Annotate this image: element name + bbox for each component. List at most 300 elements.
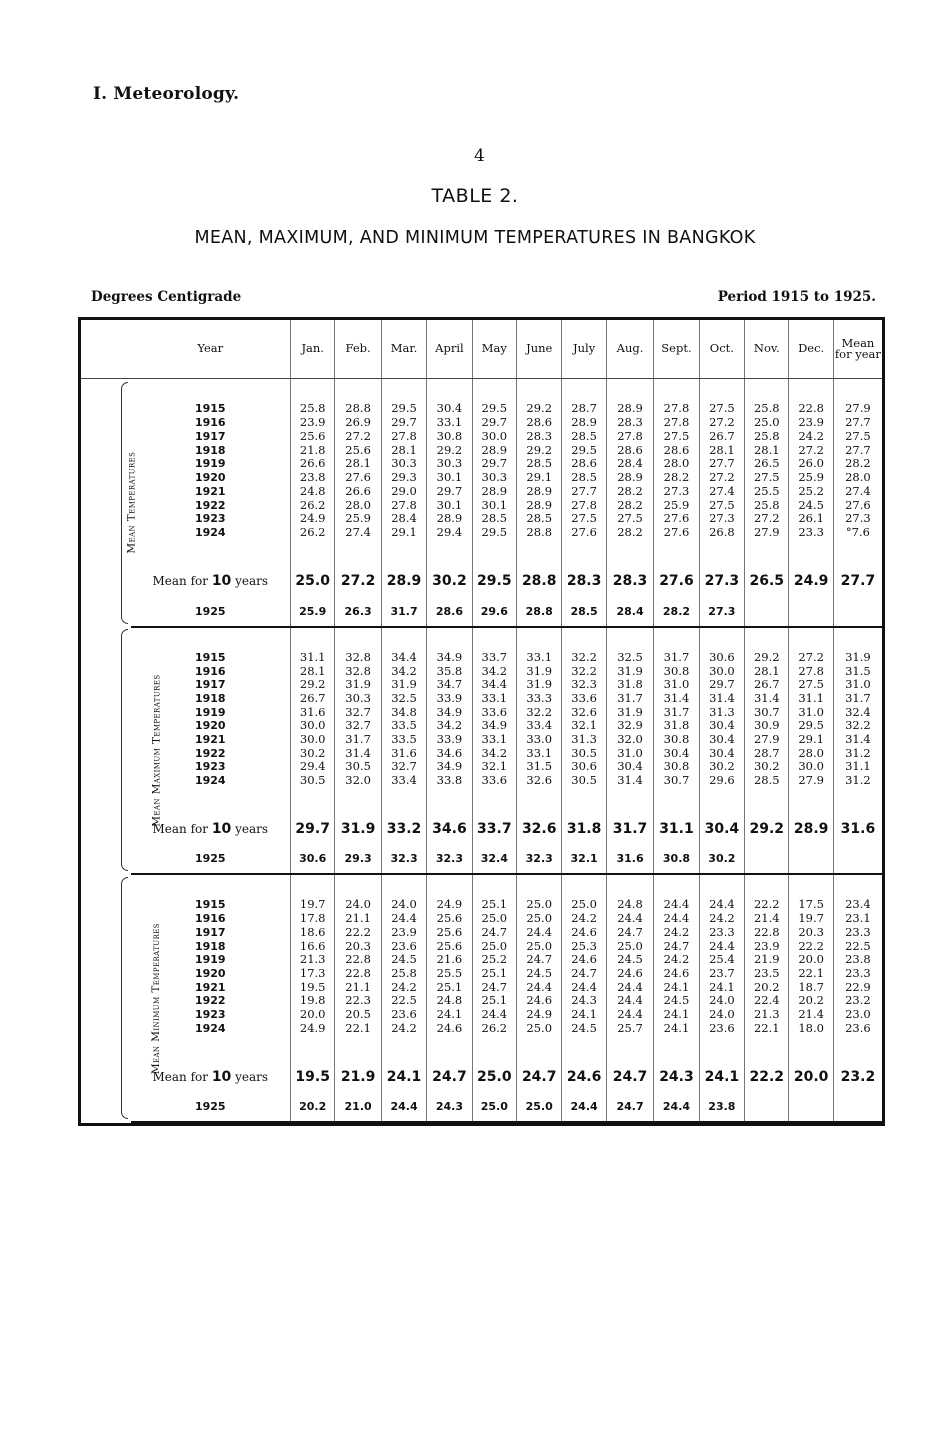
year-mean-cell: 32.2 [833,719,882,733]
spacer-cell [291,539,335,567]
mean-label-number: 10 [211,821,232,838]
month-value-cell: 33.8 [427,774,472,788]
month-value-cell: 18.7 [789,980,833,994]
month-value-cell: 33.1 [517,746,562,760]
mean-10-value-cell: 28.3 [562,567,606,597]
spacer-cell [699,627,744,651]
spacer-cell [699,874,744,898]
year-1925-value-cell: 32.4 [472,844,516,874]
mean-10-value-cell: 29.5 [472,567,516,597]
month-value-cell: 33.1 [517,651,562,665]
month-value-cell: 33.6 [562,692,606,706]
month-value-cell: 24.2 [654,926,699,940]
spacer-row [81,1035,882,1062]
month-value-cell: 29.3 [381,471,426,485]
month-value-cell: 30.0 [291,719,335,733]
year-mean-cell: 23.3 [833,926,882,940]
mean-10-value-cell: 34.6 [427,815,472,845]
month-value-cell: 30.8 [427,429,472,443]
month-value-cell: 33.6 [472,705,516,719]
spacer-cell [381,787,426,814]
table-row [81,980,882,994]
row-year: 1917 [194,678,226,692]
month-value-cell: 25.0 [562,898,606,912]
month-value-cell: 28.6 [606,443,653,457]
year-1925-value-cell: 29.6 [472,597,516,627]
month-value-cell: 32.0 [335,774,381,788]
month-value-cell: 29.7 [472,416,516,430]
month-value-cell: 25.5 [745,484,789,498]
period-label: Period 1915 to 1925. [717,289,876,305]
spacer-cell [335,787,381,814]
mean-10-years-row [81,567,882,597]
month-value-cell: 26.2 [291,526,335,540]
col-header-mean-for-year: Mean for year [833,320,882,379]
month-value-cell: 20.2 [745,980,789,994]
year-mean-cell: 27.7 [833,443,882,457]
month-value-cell: 33.9 [427,733,472,747]
month-value-cell: 32.9 [606,719,653,733]
month-value-cell: 23.6 [381,939,426,953]
month-value-cell: 18.6 [291,926,335,940]
month-value-cell: 21.3 [291,953,335,967]
month-value-cell: 24.7 [654,939,699,953]
month-value-cell: 27.7 [699,457,744,471]
spacer-cell [789,1035,833,1062]
col-header-month: Sept. [654,320,699,379]
month-value-cell: 22.1 [745,1021,789,1035]
row-year: 1919 [194,705,226,719]
month-value-cell: 34.4 [381,651,426,665]
month-value-cell: 30.5 [562,774,606,788]
month-value-cell: 30.8 [654,664,699,678]
month-value-cell: 23.7 [699,967,744,981]
year-1925-value-cell: 32.3 [427,844,472,874]
spacer-cell [562,627,606,651]
month-value-cell: 24.1 [699,980,744,994]
month-value-cell: 24.6 [517,994,562,1008]
mean-10-value-cell: 31.9 [335,815,381,845]
year-mean-cell: 31.2 [833,774,882,788]
row-year: 1917 [194,925,226,939]
month-value-cell: 24.0 [381,898,426,912]
month-value-cell: 30.5 [291,774,335,788]
month-value-cell: 26.2 [291,498,335,512]
month-value-cell: 24.5 [654,994,699,1008]
month-value-cell: 28.6 [654,443,699,457]
month-value-cell: 27.5 [745,471,789,485]
month-value-cell: 34.2 [472,746,516,760]
month-value-cell: 22.8 [745,926,789,940]
year-1925-value-cell: 28.8 [517,597,562,627]
month-value-cell: 31.5 [517,760,562,774]
year-1925-value-cell [789,1092,833,1122]
month-value-cell: 28.5 [562,471,606,485]
year-mean-cell: 32.4 [833,705,882,719]
month-value-cell: 31.7 [606,692,653,706]
month-value-cell: 24.1 [654,1021,699,1035]
table-row [81,512,882,526]
row-year: 1915 [194,650,226,664]
year-mean-cell: 23.1 [833,912,882,926]
year-mean-cell: 23.6 [833,1021,882,1035]
month-value-cell: 27.9 [789,774,833,788]
month-value-cell: 34.8 [381,705,426,719]
month-value-cell: 31.0 [606,746,653,760]
month-value-cell: 28.1 [291,664,335,678]
spacer-cell [335,539,381,567]
month-value-cell: 27.2 [745,512,789,526]
spacer-cell [606,874,653,898]
spacer-cell [833,787,882,814]
month-value-cell: 27.4 [699,484,744,498]
year-mean-cell: 31.0 [833,678,882,692]
year-1925-value-cell: 28.6 [427,597,472,627]
month-value-cell: 26.2 [472,1021,516,1035]
mean-10-value-cell: 28.9 [789,815,833,845]
year-1925-value-cell: 21.0 [335,1092,381,1122]
year-mean-cell: 31.4 [833,733,882,747]
month-value-cell: 26.7 [745,678,789,692]
month-value-cell: 24.0 [699,1008,744,1022]
year-mean-cell: 23.4 [833,898,882,912]
month-value-cell: 30.0 [291,733,335,747]
row-year: 1925 [131,844,291,874]
table-row [81,967,882,981]
section-label [81,379,138,627]
month-value-cell: 24.8 [427,994,472,1008]
month-value-cell: 30.4 [427,402,472,416]
month-value-cell: 24.4 [517,926,562,940]
month-value-cell: 21.9 [745,953,789,967]
spacer-cell [654,1035,699,1062]
month-value-cell: 30.4 [654,746,699,760]
spacer-cell [517,1035,562,1062]
month-value-cell: 28.3 [606,416,653,430]
spacer-cell [745,1035,789,1062]
month-value-cell: 25.8 [291,402,335,416]
row-year: 1918 [194,939,226,953]
year-mean-cell: 28.2 [833,457,882,471]
table-row [81,526,882,540]
month-value-cell: 30.4 [699,719,744,733]
month-value-cell: 30.5 [335,760,381,774]
month-value-cell: 25.6 [427,912,472,926]
year-mean-cell: 23.8 [833,953,882,967]
spacer-cell [606,539,653,567]
spacer-cell [745,787,789,814]
month-value-cell: 27.2 [699,416,744,430]
month-value-cell: 24.4 [654,912,699,926]
spacer-row [81,539,882,567]
month-value-cell: 31.4 [606,774,653,788]
year-mean-cell: 27.3 [833,512,882,526]
row-year: 1920 [194,471,226,484]
month-value-cell: 28.1 [381,443,426,457]
month-value-cell: 28.8 [517,526,562,540]
year-mean-cell: 27.7 [833,416,882,430]
mean-10-value-cell: 31.6 [833,815,882,845]
month-value-cell: 32.0 [606,733,653,747]
row-year: 1923 [194,760,226,774]
mean-10-value-cell: 31.7 [606,815,653,845]
month-value-cell: 24.5 [562,1021,606,1035]
col-header-month: April [427,320,472,379]
month-value-cell: 21.4 [789,1008,833,1022]
month-value-cell: 22.5 [381,994,426,1008]
month-value-cell: 32.1 [562,719,606,733]
month-value-cell: 28.9 [427,512,472,526]
month-value-cell: 28.8 [335,402,381,416]
month-value-cell: 32.2 [562,664,606,678]
month-value-cell: 24.4 [606,912,653,926]
month-value-cell: 24.4 [472,1008,516,1022]
month-value-cell: 33.5 [381,733,426,747]
table-row [81,705,882,719]
month-value-cell: 29.5 [472,402,516,416]
month-value-cell: 31.9 [335,678,381,692]
month-value-cell: 25.1 [472,994,516,1008]
table-row [81,484,882,498]
spacer-cell [131,539,291,567]
month-value-cell: 33.1 [472,692,516,706]
year-mean-cell: 23.0 [833,1008,882,1022]
year-1925-value-cell [745,597,789,627]
spacer-cell [606,1035,653,1062]
mean-10-value-cell: 25.0 [472,1062,516,1092]
month-value-cell: 30.3 [427,457,472,471]
month-value-cell: 30.1 [472,498,516,512]
month-value-cell: 17.5 [789,898,833,912]
month-value-cell: 27.7 [562,484,606,498]
month-value-cell: 23.9 [745,939,789,953]
mean-10-value-cell: 24.1 [699,1062,744,1092]
table-title: TABLE 2. [431,185,519,207]
spacer-cell [427,379,472,402]
month-value-cell: 25.8 [745,402,789,416]
month-value-cell: 30.4 [699,733,744,747]
month-value-cell: 28.4 [606,457,653,471]
section-label [81,874,162,1122]
month-value-cell: 25.9 [335,512,381,526]
year-mean-cell: °7.6 [833,526,882,540]
mean-10-value-cell: 28.8 [517,567,562,597]
month-value-cell: 28.5 [562,429,606,443]
month-value-cell: 32.2 [517,705,562,719]
row-year: 1925 [131,1092,291,1122]
month-value-cell: 28.5 [517,457,562,471]
month-value-cell: 28.9 [472,443,516,457]
year-1925-value-cell: 27.3 [699,597,744,627]
month-value-cell: 19.7 [789,912,833,926]
mean-10-value-cell: 33.7 [472,815,516,845]
spacer-cell [131,627,291,651]
table-row [81,746,882,760]
section-label-text: Mean Temperatures [125,451,138,554]
spacer-cell [562,874,606,898]
year-1925-row [81,597,882,627]
spacer-cell [833,627,882,651]
month-value-cell: 27.2 [789,651,833,665]
month-value-cell: 24.5 [381,953,426,967]
row-year: 1922 [194,994,226,1008]
year-1925-value-cell: 24.4 [654,1092,699,1122]
month-value-cell: 25.9 [654,498,699,512]
month-value-cell: 34.6 [427,746,472,760]
spacer-cell [654,539,699,567]
col-header-month: Jan. [291,320,335,379]
temperature-table [81,320,882,1123]
month-value-cell: 27.8 [562,498,606,512]
month-value-cell: 30.7 [654,774,699,788]
spacer-cell [789,539,833,567]
row-year: 1918 [194,443,226,457]
month-value-cell: 25.6 [335,443,381,457]
month-value-cell: 25.0 [517,939,562,953]
year-mean-cell: 27.5 [833,429,882,443]
mean-10-value-cell: 29.2 [745,815,789,845]
year-1925-value-cell: 31.7 [381,597,426,627]
month-value-cell: 28.4 [381,512,426,526]
table-row [81,471,882,485]
month-value-cell: 27.3 [699,512,744,526]
month-value-cell: 28.6 [562,457,606,471]
month-value-cell: 27.4 [335,526,381,540]
month-value-cell: 28.9 [606,402,653,416]
month-value-cell: 30.9 [745,719,789,733]
row-year: 1922 [194,746,226,760]
month-value-cell: 31.4 [745,692,789,706]
spacer-cell [381,539,426,567]
month-value-cell: 28.1 [335,457,381,471]
row-year: 1915 [194,402,226,416]
spacer-cell [833,379,882,402]
month-value-cell: 28.1 [745,664,789,678]
mean-10-years-row [81,815,882,845]
spacer-cell [833,539,882,567]
month-value-cell: 20.5 [335,1008,381,1022]
month-value-cell: 33.3 [517,692,562,706]
table-row [81,1008,882,1022]
brace-cell [116,874,130,1122]
spacer-cell [789,379,833,402]
spacer-cell [745,627,789,651]
spacer-cell [381,1035,426,1062]
month-value-cell: 24.6 [562,953,606,967]
month-value-cell: 28.0 [335,498,381,512]
month-value-cell: 22.2 [745,898,789,912]
table-row [81,912,882,926]
month-value-cell: 31.3 [699,705,744,719]
month-value-cell: 22.1 [789,967,833,981]
month-value-cell: 24.2 [789,429,833,443]
month-value-cell: 33.4 [517,719,562,733]
month-value-cell: 20.3 [789,926,833,940]
spacer-cell [699,1035,744,1062]
table-row [81,402,882,416]
month-value-cell: 29.1 [381,526,426,540]
page-number: 4 [474,146,485,166]
month-value-cell: 34.7 [427,678,472,692]
month-value-cell: 27.9 [745,526,789,540]
spacer-cell [606,787,653,814]
month-value-cell: 28.5 [517,512,562,526]
month-value-cell: 30.2 [745,760,789,774]
month-value-cell: 24.5 [789,498,833,512]
month-value-cell: 31.4 [335,746,381,760]
month-value-cell: 24.1 [562,1008,606,1022]
month-value-cell: 27.8 [381,498,426,512]
table-row [81,733,882,747]
year-1925-value-cell: 25.0 [517,1092,562,1122]
year-mean-cell: 23.2 [833,994,882,1008]
col-header-month: Aug. [606,320,653,379]
month-value-cell: 30.1 [427,498,472,512]
month-value-cell: 17.3 [291,967,335,981]
col-header-month: July [562,320,606,379]
mean-label-suffix: years [235,574,269,589]
table-row [81,994,882,1008]
row-year: 1919 [194,953,226,967]
mean-label-suffix: years [235,822,269,837]
spacer-row [81,379,882,402]
mean-10-value-cell: 27.3 [699,567,744,597]
year-1925-value-cell: 32.3 [517,844,562,874]
month-value-cell: 32.3 [562,678,606,692]
year-mean-cell: 31.5 [833,664,882,678]
year-1925-value-cell: 24.4 [562,1092,606,1122]
month-value-cell: 28.9 [562,416,606,430]
month-value-cell: 32.1 [472,760,516,774]
month-value-cell: 25.0 [606,939,653,953]
month-value-cell: 20.0 [789,953,833,967]
month-value-cell: 31.7 [654,651,699,665]
month-value-cell: 31.0 [654,678,699,692]
month-value-cell: 34.9 [427,651,472,665]
table-row [81,760,882,774]
month-value-cell: 27.8 [381,429,426,443]
year-1925-value-cell: 26.3 [335,597,381,627]
spacer-cell [654,787,699,814]
month-value-cell: 24.9 [291,1021,335,1035]
table-row [81,498,882,512]
month-value-cell: 21.1 [335,912,381,926]
table-subtitle: MEAN, MAXIMUM, AND MINIMUM TEMPERATURES IN BANGKOK [194,228,756,248]
month-value-cell: 29.7 [427,484,472,498]
spacer-cell [131,379,291,402]
col-header-month: Feb. [335,320,381,379]
month-value-cell: 29.7 [472,457,516,471]
mean-10-value-cell: 21.9 [335,1062,381,1092]
spacer-cell [562,787,606,814]
month-value-cell: 24.4 [606,1008,653,1022]
mean-10-value-cell: 29.7 [291,815,335,845]
mean-10-value-cell: 26.5 [745,567,789,597]
year-1925-value-cell: 32.1 [562,844,606,874]
month-value-cell: 28.9 [606,471,653,485]
row-year: 1921 [194,484,226,498]
month-value-cell: 24.0 [335,898,381,912]
month-value-cell: 29.5 [472,526,516,540]
spacer-row [81,874,882,898]
spacer-cell [699,379,744,402]
month-value-cell: 25.0 [517,1021,562,1035]
month-value-cell: 25.6 [427,939,472,953]
spacer-cell [789,627,833,651]
month-value-cell: 24.2 [381,1021,426,1035]
month-value-cell: 28.5 [745,774,789,788]
year-1925-value-cell: 28.2 [654,597,699,627]
